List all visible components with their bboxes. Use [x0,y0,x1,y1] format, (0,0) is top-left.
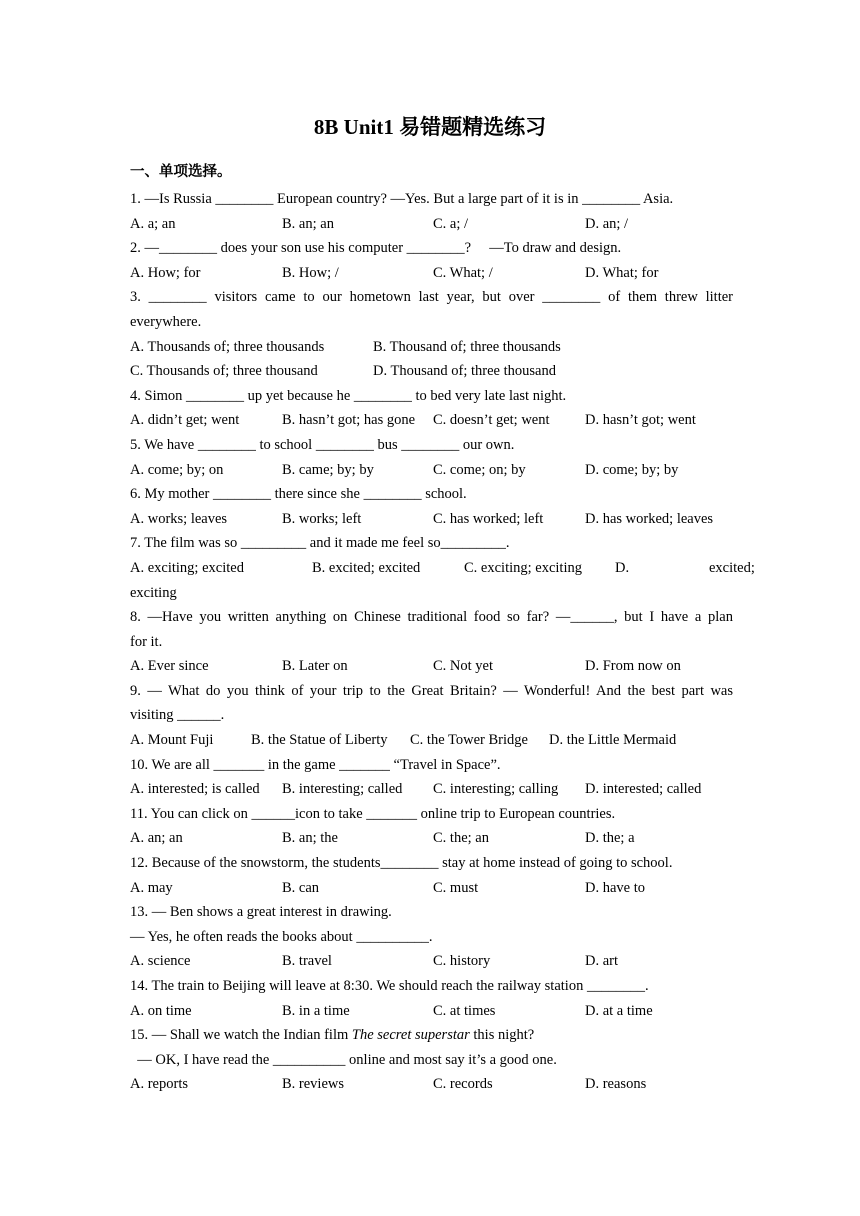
option-choice: B. hasn’t got; has gone [282,412,416,429]
option-choice: A. Thousands of; three thousands [130,338,325,355]
option-choice: A. reports [130,1076,188,1093]
question-list [130,187,755,1097]
option-choice: D. art [585,953,619,970]
film-title: The secret superstar [351,1027,470,1044]
option-choice: D. reasons [585,1076,647,1093]
options-row [130,826,733,851]
option-choice: A. may [130,879,173,896]
question-text: — Yes, he often reads the books about __________. [130,928,433,945]
option-choice: D. the; a [585,830,635,847]
option-choice: B. works; left [282,510,362,527]
question-text: everywhere. [130,313,202,330]
option-choice: D. the Little Mermaid [549,732,677,749]
option-choice: C. the Tower Bridge [410,732,528,749]
option-choice: B. can [282,879,320,896]
question-text: 8. —Have you written anything on Chinese traditional food so far? —______, but I have a plan [130,609,733,626]
options-row [130,212,733,237]
option-choice: A. works; leaves [130,510,228,527]
option-choice: B. an; the [282,830,338,847]
option-choice: A. an; an [130,830,183,847]
option-choice: D. have to [585,879,645,896]
option-choice: B. interesting; called [282,781,403,798]
options-row [130,1072,733,1097]
option-choice: D. From now on [585,658,681,675]
option-choice: C. has worked; left [433,510,544,527]
options-row [130,777,733,802]
option-choice: A. How; for [130,264,201,281]
question-text [130,1023,733,1048]
question-text: 6. My mother ________ there since she ________ school. [130,486,467,503]
option-choice: excited; [709,559,755,576]
option-choice: D. come; by; by [585,461,679,478]
option-choice: B. How; / [282,264,339,281]
question-text: 9. — What do you think of your trip to the Great Britain? — Wonderful! And the best part was [130,682,733,699]
option-choice: C. a; / [433,215,469,232]
question-text: 7. The film was so _________ and it made me feel so_________. [130,535,510,552]
option-choice: A. Ever since [130,658,209,675]
question-text: 10. We are all _______ in the game _______ “Travel in Space”. [130,756,501,773]
question-text: for it. [130,633,163,650]
option-choice: C. exciting; exciting [464,559,582,576]
options-row [130,876,733,901]
option-choice: A. Mount Fuji [130,732,214,749]
option-choice: A. on time [130,1002,192,1019]
option-choice: B. Thousand of; three thousands [373,338,561,355]
option-choice: D. [615,559,630,576]
options-row [130,507,733,532]
option-choice: B. Later on [282,658,348,675]
option-choice: C. the; an [433,830,489,847]
option-choice: B. an; an [282,215,334,232]
options-row [130,408,733,433]
option-choice: B. the Statue of Liberty [251,732,388,749]
options-row [130,999,733,1024]
question-text: 3. ________ visitors came to our hometown last year, but over ________ of them threw litter [130,289,733,306]
option-choice: A. didn’t get; went [130,412,240,429]
option-choice: C. history [433,953,491,970]
question-text: 11. You can click on ______icon to take _______ online trip to European countries. [130,805,616,822]
option-choice: D. at a time [585,1002,653,1019]
question-text: 13. — Ben shows a great interest in drawing. [130,904,392,921]
options-row [130,949,733,974]
option-choice: C. What; / [433,264,493,281]
options-row [130,556,755,581]
option-choice: D. has worked; leaves [585,510,714,527]
option-choice: B. excited; excited [312,559,421,576]
question-text: 12. Because of the snowstorm, the students________ stay at home instead of going to school. [130,855,673,872]
options-row [130,728,733,753]
question-text: 4. Simon ________ up yet because he ________ to bed very late last night. [130,387,567,404]
option-choice: C. doesn’t get; went [433,412,550,429]
question-text: 5. We have ________ to school ________ bus ________ our own. [130,436,515,453]
options-row [130,654,733,679]
option-choice: D. an; / [585,215,629,232]
options-row [130,335,733,360]
option-choice: A. a; an [130,215,176,232]
option-choice: C. Thousands of; three thousand [130,363,318,380]
option-choice: B. came; by; by [282,461,374,478]
section-heading: 一、单项选择。 [130,164,232,180]
question-fragment: this night? [469,1027,535,1044]
options-row [130,458,733,483]
question-text: 14. The train to Beijing will leave at 8:30. We should reach the railway station ________. [130,978,649,994]
option-choice: B. travel [282,953,332,970]
question-text: exciting [130,584,177,601]
option-choice: B. reviews [282,1076,345,1093]
option-choice: A. interested; is called [130,781,260,798]
options-row [130,261,733,286]
question-text: visiting ______. [130,707,225,724]
option-choice: A. come; by; on [130,461,224,478]
option-choice: C. Not yet [433,658,494,675]
option-choice: C. interesting; calling [433,781,559,798]
question-text: 1. —Is Russia ________ European country? —Yes. But a large part of it is in ________ Asia. [130,191,674,207]
page-title: 8B Unit1 易错题精选练习 [313,115,547,139]
question-text: 2. —________ does your son use his computer ________? —To draw and design. [130,240,622,257]
option-choice: B. in a time [282,1002,350,1019]
question-text: — OK, I have read the __________ online and most say it’s a good one. [130,1051,557,1068]
option-choice: C. must [433,879,479,896]
option-choice: D. What; for [585,264,659,281]
question-fragment: 15. — Shall we watch the Indian film [130,1027,352,1044]
option-choice: D. interested; called [585,781,702,798]
option-choice: C. at times [433,1002,496,1019]
option-choice: C. come; on; by [433,461,526,478]
option-choice: C. records [433,1076,493,1093]
options-row [130,359,733,384]
option-choice: D. hasn’t got; went [585,412,696,429]
option-choice: A. exciting; excited [130,559,244,576]
option-choice: A. science [130,953,191,970]
option-choice: D. Thousand of; three thousand [373,363,556,380]
